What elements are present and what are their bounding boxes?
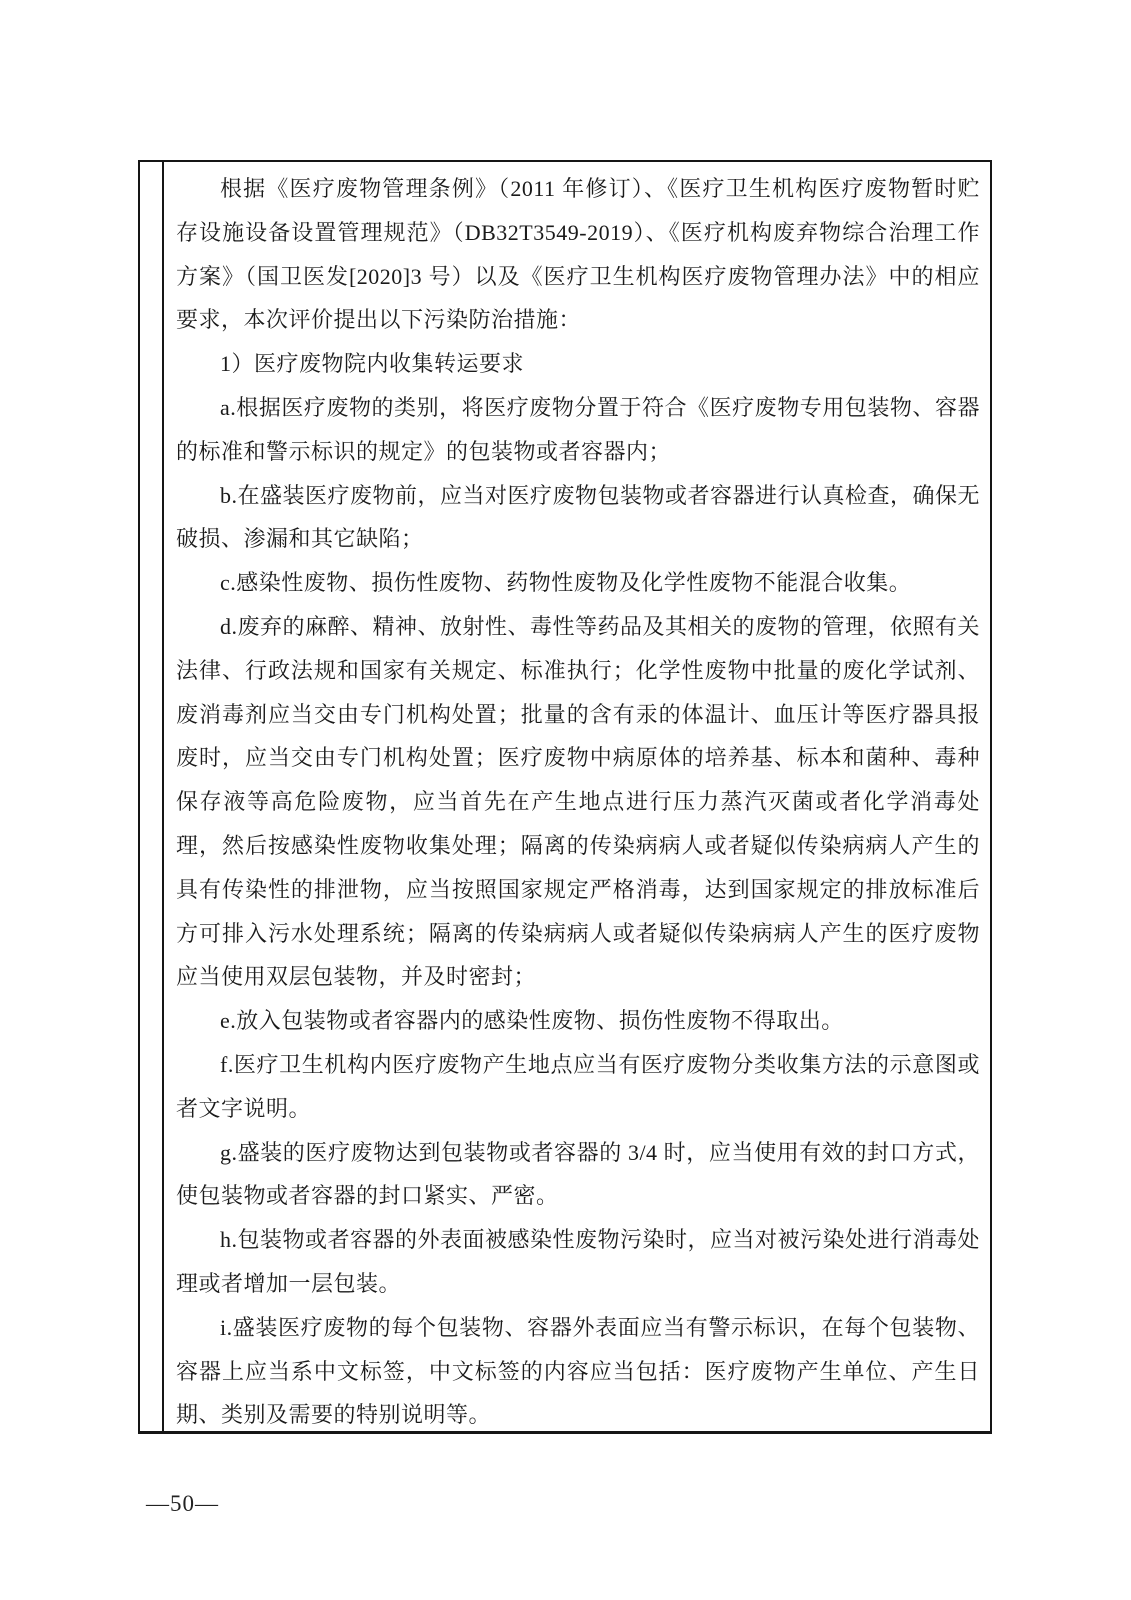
paragraph: e.放入包装物或者容器内的感染性废物、损伤性废物不得取出。 xyxy=(220,1008,844,1034)
table-text-cell xyxy=(164,162,990,1431)
paragraph: i.盛装医疗废物的每个包装物、容器外表面应当有警示标识，在每个包装物、容器上应当系中文标签，中文标签的内容应当包括：医疗废物产生单位、产生日期、类别及需要的特别说明等。 xyxy=(176,1314,980,1428)
content-table xyxy=(138,160,992,1434)
paragraph: h.包装物或者容器的外表面被感染性废物污染时，应当对被污染处进行消毒处理或者增加一层包装。 xyxy=(176,1227,981,1296)
table-left-empty-column xyxy=(140,162,164,1431)
paragraph: f.医疗卫生机构内医疗废物产生地点应当有医疗废物分类收集方法的示意图或者文字说明。 xyxy=(176,1051,980,1121)
paragraph: 根据《医疗废物管理条例》（2011 年修订）、《医疗卫生机构医疗废物暂时贮存设施设备设置管理规范》（DB32T3549-2019）、《医疗机构废弃物综合治理工作方案》（国卫医发[2020]3 号）以及《医疗卫生机构医疗废物管理办法》中的相应要求，本次评价提出以下污染防治措施： xyxy=(176,176,980,333)
paragraph: g.盛装的医疗废物达到包装物或者容器的 3/4 时，应当使用有效的封口方式，使包装物或者容器的封口紧实、严密。 xyxy=(176,1139,980,1209)
paragraph: b.在盛装医疗废物前，应当对医疗废物包装物或者容器进行认真检查，确保无破损、渗漏和其它缺陷； xyxy=(176,482,981,552)
paragraph: a.根据医疗废物的类别，将医疗废物分置于符合《医疗废物专用包装物、容器的标准和警示标识的规定》的包装物或者容器内； xyxy=(176,394,980,464)
paragraphs-container xyxy=(176,167,980,1431)
page-number: —50— xyxy=(146,1491,219,1516)
paragraph: 1）医疗废物院内收集转运要求 xyxy=(220,351,525,377)
paragraph: d.废弃的麻醉、精神、放射性、毒性等药品及其相关的废物的管理，依照有关法律、行政法规和国家有关规定、标准执行；化学性废物中批量的废化学试剂、废消毒剂应当交由专门机构处置；批量的含有汞的体温计、血压计等医疗器具报废时，应当交由专门机构处置；医疗废物中病原体的培养基、标本和菌种、毒种保存液等高危险废物，应当首先在产生地点进行压力蒸汽灭菌或者化学消毒处理，然后按感染性废物收集处理；隔离的传染病病人或者疑似传染病病人产生的具有传染性的排泄物，应当按照国家规定严格消毒，达到国家规定的排放标准后方可排入污水处理系统；隔离的传染病病人或者疑似传染病病人产生的医疗废物应当使用双层包装物，并及时密封； xyxy=(176,613,981,990)
paragraph: c.感染性废物、损伤性废物、药物性废物及化学性废物不能混合收集。 xyxy=(220,570,912,596)
